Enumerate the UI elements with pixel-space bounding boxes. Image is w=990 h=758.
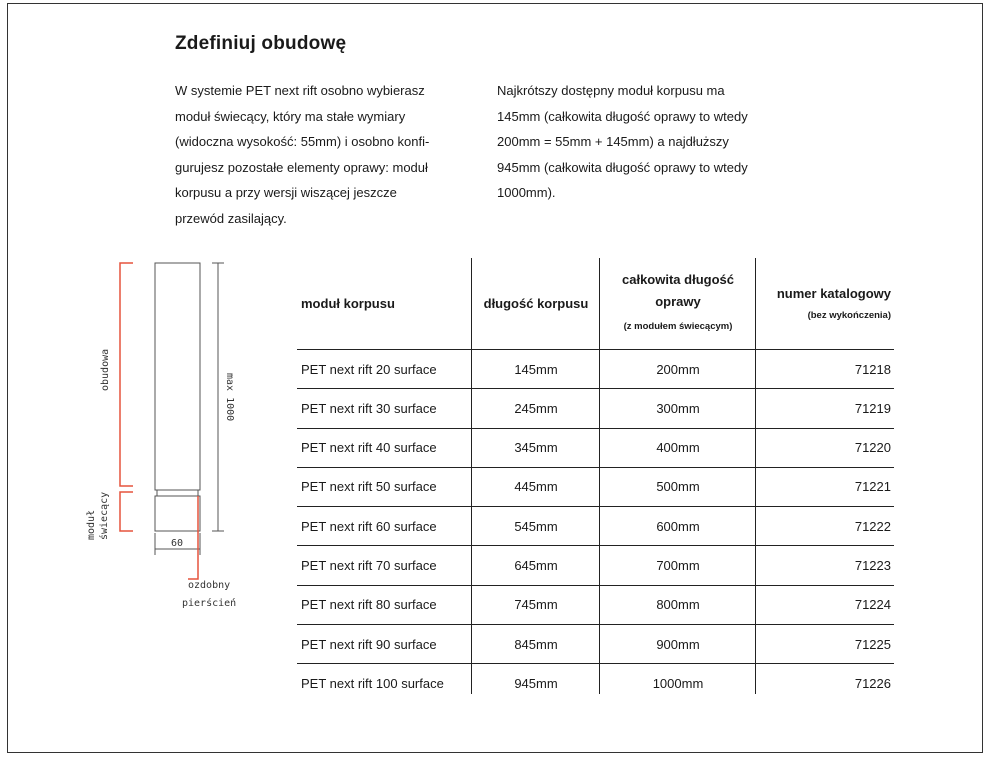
table-cell: 71224 <box>854 597 891 613</box>
table-cell: 200mm <box>656 361 700 377</box>
table-row <box>297 468 894 507</box>
table-row <box>297 586 894 625</box>
table-cell: PET next rift 70 surface <box>301 557 437 573</box>
housing-body <box>155 263 200 490</box>
housing-label: obudowa <box>100 348 111 391</box>
intro-paragraph-left: W systemie PET next rift osobno wybierasz moduł świecący, który ma stałe wymiary (widoczna wysokość: 55mm) i osobno konfi- gurujesz pozostałe elementy oprawy: moduł korpusu a przy wersji wiszącej jeszcze przewód zasilający. <box>175 83 430 226</box>
table-cell: 71225 <box>854 636 891 652</box>
max-length-label: max 1000 <box>224 373 235 422</box>
table-cell: PET next rift 90 surface <box>301 636 437 652</box>
table-cell: 900mm <box>656 636 700 652</box>
table-cell: 300mm <box>656 400 700 416</box>
table-cell: 71220 <box>854 440 891 456</box>
page-title: Zdefiniuj obudowę <box>175 33 347 54</box>
luminaire-diagram <box>80 255 280 625</box>
table-cell: 500mm <box>656 479 700 495</box>
table-cell: 71219 <box>854 400 891 416</box>
table-cell: 845mm <box>514 636 558 652</box>
table-cell: 345mm <box>514 440 558 456</box>
housing-bracket <box>120 263 133 486</box>
table-cell: PET next rift 100 surface <box>301 675 444 691</box>
table-cell: 745mm <box>514 597 558 613</box>
module-table <box>297 258 894 703</box>
table-cell: 400mm <box>656 440 700 456</box>
module-label-line2: świecący <box>99 491 110 540</box>
table-cell: 71223 <box>854 557 891 573</box>
header-catalog: numer katalogowy (bez wykończenia) <box>776 286 891 321</box>
ring-pointer <box>188 496 198 579</box>
table-cell: 245mm <box>514 400 558 416</box>
header-total-note: (z modułem świecącym) <box>623 321 733 332</box>
decorative-ring <box>157 490 198 496</box>
table-cell: PET next rift 80 surface <box>301 597 437 613</box>
table-cell: 1000mm <box>652 675 704 691</box>
header-module: moduł korpusu <box>301 296 395 311</box>
table-row <box>297 350 894 389</box>
header-total-length: całkowita długość oprawy (z modułem świecącym) <box>600 258 756 349</box>
table-cell: PET next rift 20 surface <box>301 361 437 377</box>
table-cell: 945mm <box>514 675 558 691</box>
table-row <box>297 389 894 428</box>
table-cell: 71222 <box>854 518 891 534</box>
table-cell: PET next rift 30 surface <box>301 400 437 416</box>
header-catalog-note: (bez wykończenia) <box>807 310 891 321</box>
table-cell: 600mm <box>656 518 700 534</box>
light-module-body <box>155 496 200 531</box>
table-header <box>297 258 894 350</box>
table-row <box>297 429 894 468</box>
table-cell: 71218 <box>854 361 891 377</box>
width-label: 60 <box>171 538 184 549</box>
ring-label-line1: ozdobny <box>188 580 231 591</box>
table-cell: 71221 <box>854 479 891 495</box>
table-cell: 545mm <box>514 518 558 534</box>
luminaire-drawing <box>80 255 280 625</box>
table-row <box>297 625 894 664</box>
table-cell: PET next rift 40 surface <box>301 440 437 456</box>
table-cell: 445mm <box>514 479 558 495</box>
intro-paragraph-right: Najkrótszy dostępny moduł korpusu ma 145mm (całkowita długość oprawy to wtedy 200mm = 55mm + 145mm) a najdłuższy 945mm (całkowita długość oprawy to wtedy 1000mm). <box>497 83 748 200</box>
table-row <box>297 546 894 585</box>
table-cell: 645mm <box>514 557 558 573</box>
module-label-line1: moduł <box>86 509 97 540</box>
ring-label-line2: pierścień <box>182 598 237 609</box>
table-cell: 800mm <box>656 597 700 613</box>
table-cell: 145mm <box>514 361 558 377</box>
table-cell: PET next rift 50 surface <box>301 479 437 495</box>
header-length: długość korpusu <box>483 296 589 311</box>
table-row <box>297 507 894 546</box>
table-cell: 71226 <box>854 675 891 691</box>
table-cell: 700mm <box>656 557 700 573</box>
table-row <box>297 664 894 702</box>
table-cell: PET next rift 60 surface <box>301 518 437 534</box>
module-bracket <box>120 492 133 531</box>
